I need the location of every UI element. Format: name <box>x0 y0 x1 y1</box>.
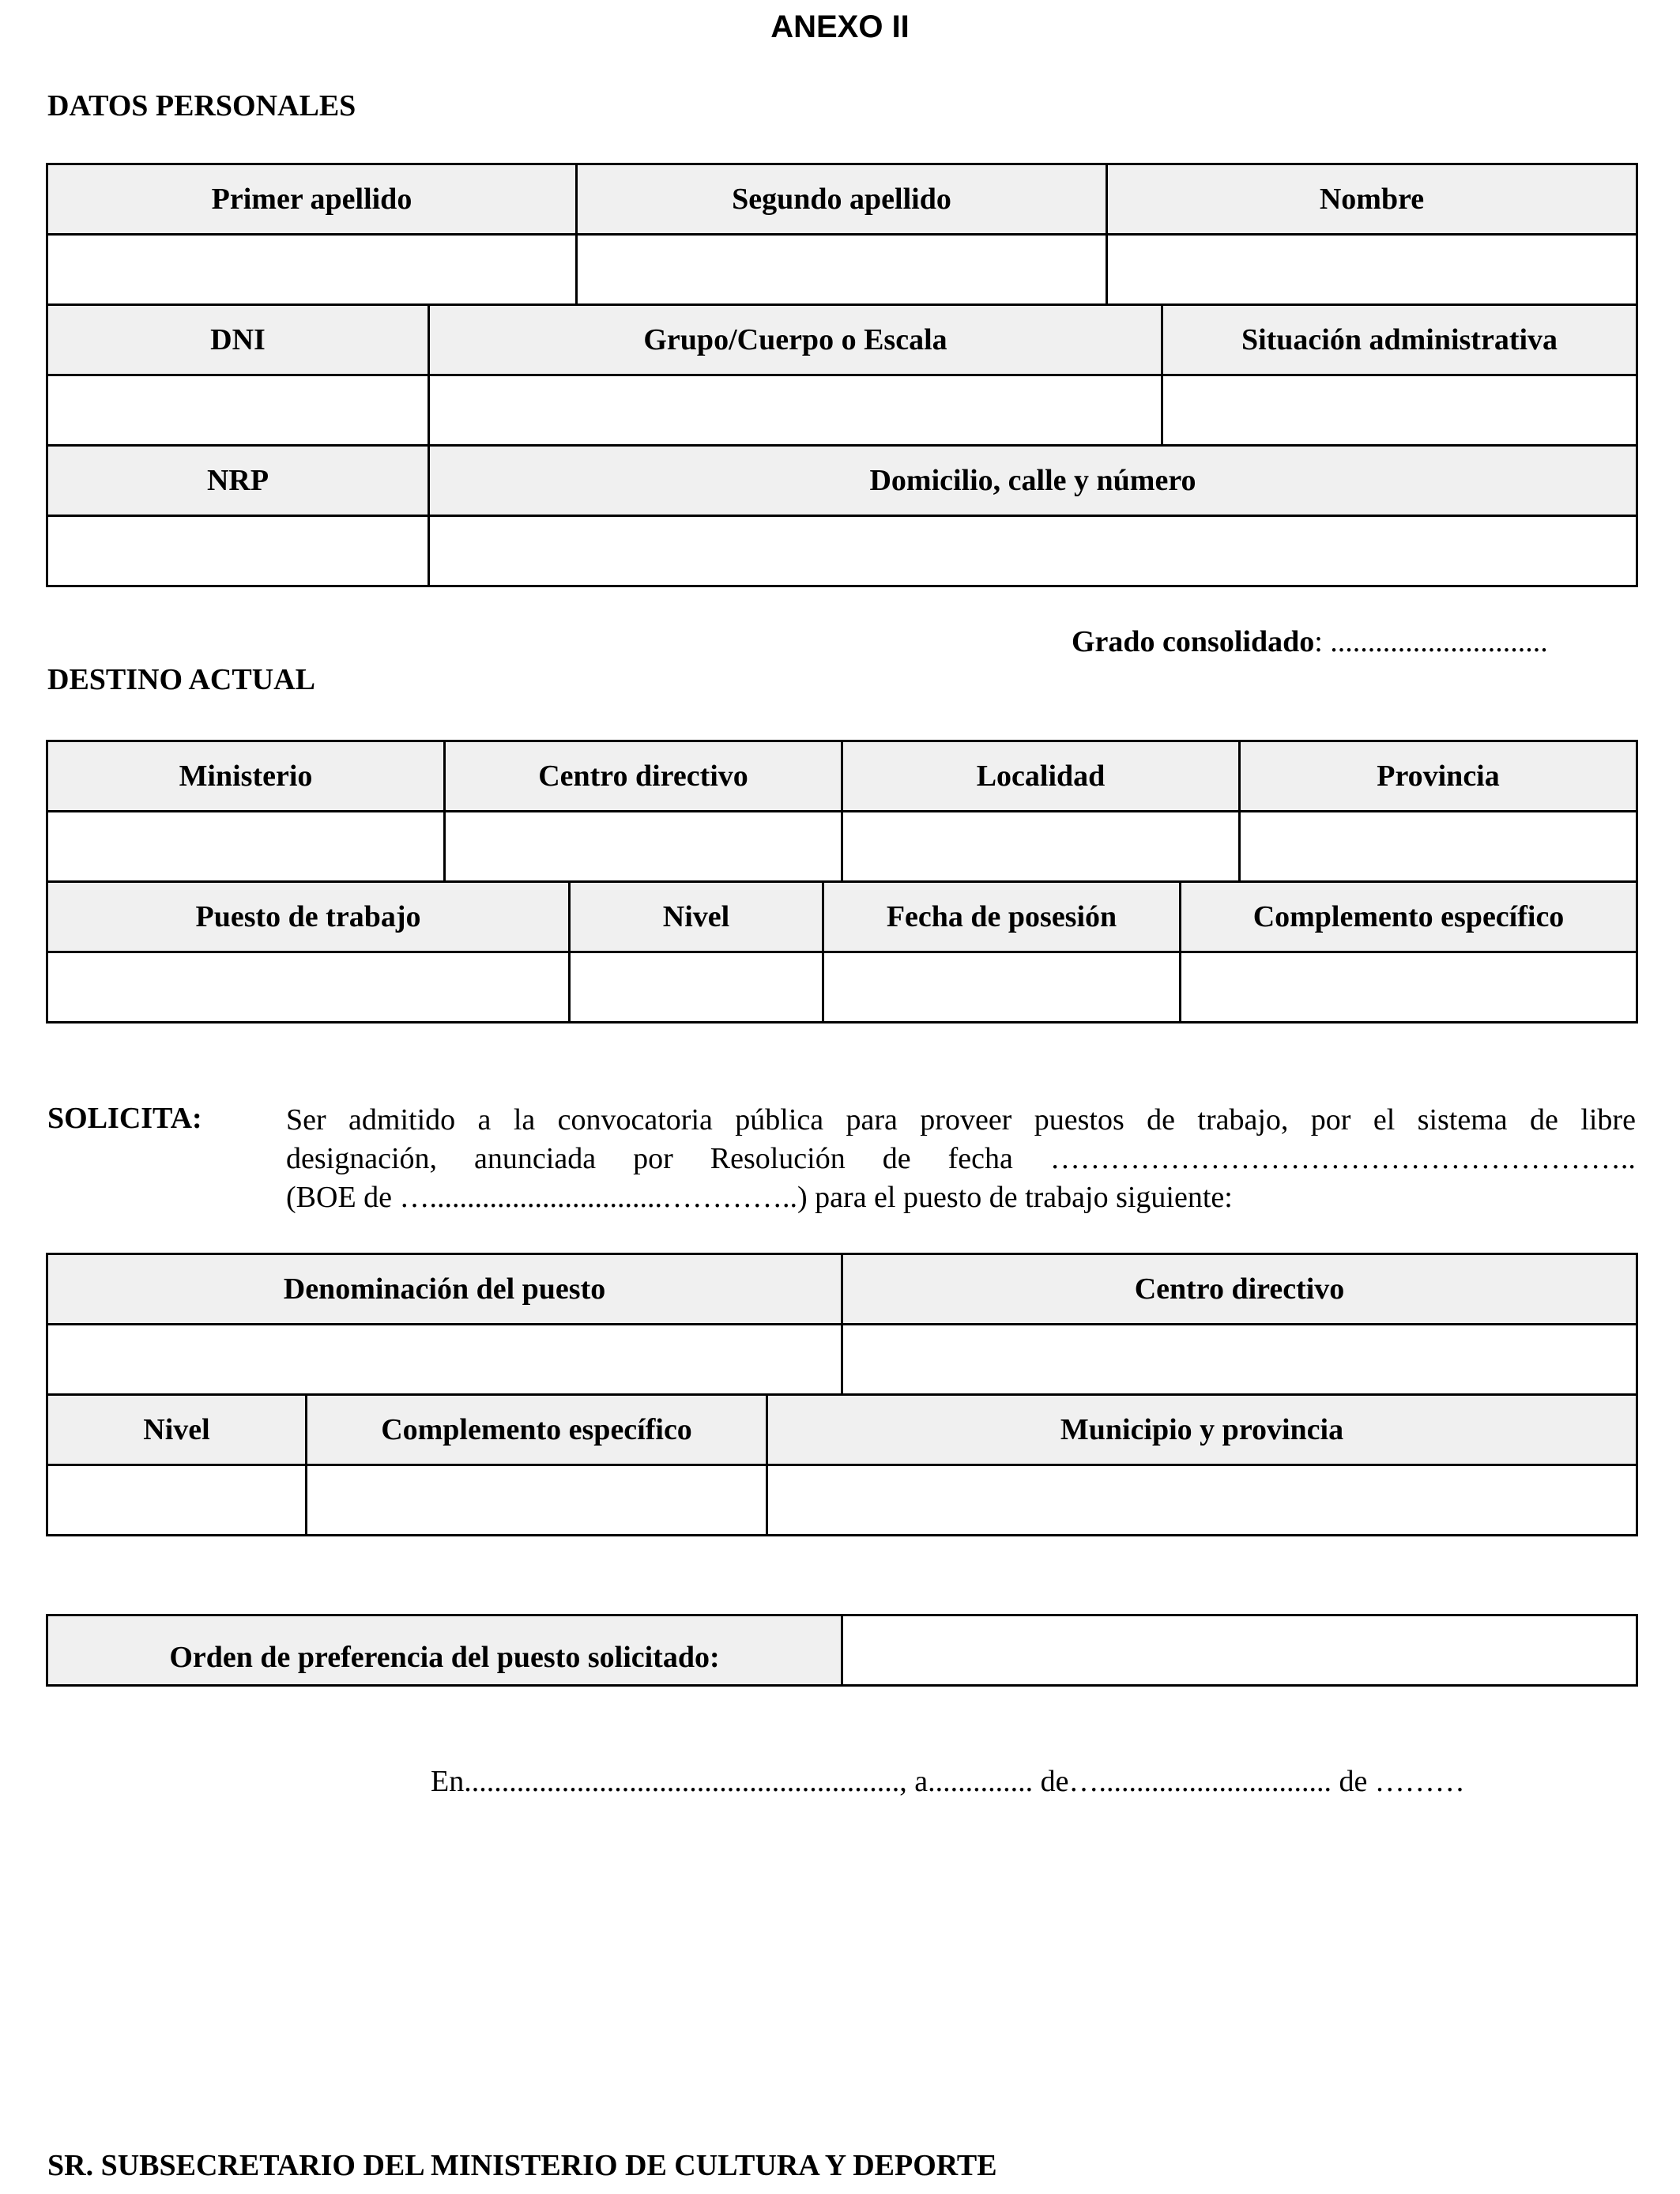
orden-preferencia-table <box>46 1614 1638 1687</box>
header-nombre: Nombre <box>1107 164 1637 235</box>
grado-consolidado-line <box>1072 624 1548 659</box>
puesto-solicitado-table-b <box>46 1393 1638 1536</box>
header-puesto-de-trabajo: Puesto de trabajo <box>47 882 570 952</box>
solicita-word: por <box>1310 1103 1351 1137</box>
field-grupo-cuerpo-escala[interactable] <box>429 375 1162 446</box>
solicita-word: designación, <box>286 1142 438 1175</box>
header-municipio-y-provincia: Municipio y provincia <box>767 1395 1637 1465</box>
field-orden-de-preferencia[interactable] <box>842 1615 1637 1686</box>
solicita-word: pública <box>735 1103 824 1137</box>
field-situacion-administrativa[interactable] <box>1162 375 1637 446</box>
header-denominacion-del-puesto: Denominación del puesto <box>47 1254 842 1325</box>
field-centro-directivo-solicitado[interactable] <box>842 1325 1637 1395</box>
destino-actual-table-a <box>46 740 1638 883</box>
solicita-word: trabajo, <box>1197 1103 1289 1137</box>
recipient-footer: SR. SUBSECRETARIO DEL MINISTERIO DE CULTURA Y DEPORTE <box>47 2149 997 2182</box>
header-centro-directivo-solicitado: Centro directivo <box>842 1254 1637 1325</box>
solicita-word: Resolución <box>710 1142 846 1175</box>
header-ministerio: Ministerio <box>47 741 445 812</box>
datos-personales-table-b <box>46 303 1638 447</box>
solicita-word: de <box>882 1142 911 1175</box>
solicita-line-1 <box>286 1101 1636 1140</box>
solicita-word: convocatoria <box>557 1103 713 1137</box>
solicita-word: admitido <box>348 1103 456 1137</box>
field-provincia[interactable] <box>1240 812 1637 882</box>
solicita-word: anunciada <box>474 1142 597 1175</box>
puesto-solicitado-table-a <box>46 1253 1638 1396</box>
field-ministerio[interactable] <box>47 812 445 882</box>
grado-consolidado-value[interactable]: : ............................. <box>1314 625 1548 658</box>
field-fecha-de-posesion[interactable] <box>823 952 1181 1023</box>
header-provincia: Provincia <box>1240 741 1637 812</box>
destino-actual-table-b <box>46 880 1638 1023</box>
datos-personales-table-a <box>46 163 1638 306</box>
field-localidad[interactable] <box>842 812 1240 882</box>
solicita-word: libre <box>1580 1103 1636 1137</box>
solicita-word: ………………………………………………….. <box>1049 1142 1636 1175</box>
field-primer-apellido[interactable] <box>47 235 577 305</box>
solicita-line-3: (BOE de …...............................…………..) para el puesto de trabajo siguiente: <box>286 1181 1233 1214</box>
solicita-word: de <box>1530 1103 1558 1137</box>
field-municipio-y-provincia[interactable] <box>767 1465 1637 1536</box>
header-localidad: Localidad <box>842 741 1240 812</box>
solicita-word: para <box>846 1103 898 1137</box>
solicita-word: el <box>1373 1103 1396 1137</box>
solicita-word: sistema <box>1417 1103 1508 1137</box>
section-heading-destino-actual: DESTINO ACTUAL <box>47 663 315 696</box>
header-segundo-apellido: Segundo apellido <box>577 164 1107 235</box>
solicita-word: Ser <box>286 1103 326 1137</box>
field-nrp[interactable] <box>47 516 429 586</box>
document-title: ANEXO II <box>770 9 910 44</box>
header-orden-de-preferencia: Orden de preferencia del puesto solicitado: <box>47 1615 842 1686</box>
header-complemento-especifico-solicitado: Complemento específico <box>307 1395 767 1465</box>
solicita-label: SOLICITA: <box>47 1102 202 1135</box>
field-segundo-apellido[interactable] <box>577 235 1107 305</box>
header-complemento-especifico: Complemento específico <box>1181 882 1637 952</box>
field-dni[interactable] <box>47 375 429 446</box>
field-centro-directivo[interactable] <box>445 812 842 882</box>
field-nivel-solicitado[interactable] <box>47 1465 307 1536</box>
field-nombre[interactable] <box>1107 235 1637 305</box>
field-puesto-de-trabajo[interactable] <box>47 952 570 1023</box>
header-nrp: NRP <box>47 446 429 516</box>
solicita-paragraph <box>286 1101 1636 1217</box>
header-situacion-administrativa: Situación administrativa <box>1162 305 1637 375</box>
field-complemento-especifico[interactable] <box>1181 952 1637 1023</box>
solicita-word: por <box>633 1142 673 1175</box>
solicita-word: la <box>513 1103 536 1137</box>
header-fecha-de-posesion: Fecha de posesión <box>823 882 1181 952</box>
solicita-line-2 <box>286 1140 1636 1178</box>
field-nivel[interactable] <box>570 952 823 1023</box>
header-nivel: Nivel <box>570 882 823 952</box>
grado-consolidado-label: Grado consolidado <box>1072 625 1315 658</box>
header-centro-directivo: Centro directivo <box>445 741 842 812</box>
field-denominacion-del-puesto[interactable] <box>47 1325 842 1395</box>
field-complemento-especifico-solicitado[interactable] <box>307 1465 767 1536</box>
field-domicilio[interactable] <box>429 516 1637 586</box>
section-heading-datos-personales: DATOS PERSONALES <box>47 89 356 123</box>
solicita-word: a <box>477 1103 492 1137</box>
solicita-word: de <box>1147 1103 1175 1137</box>
solicita-word: fecha <box>947 1142 1013 1175</box>
header-primer-apellido: Primer apellido <box>47 164 577 235</box>
solicita-word: proveer <box>920 1103 1012 1137</box>
lugar-fecha-line[interactable]: En.........................................................., a.............. de…............................... de ……… <box>431 1765 1465 1798</box>
header-domicilio: Domicilio, calle y número <box>429 446 1637 516</box>
solicita-word: puestos <box>1034 1103 1124 1137</box>
header-grupo-cuerpo-escala: Grupo/Cuerpo o Escala <box>429 305 1162 375</box>
header-nivel-solicitado: Nivel <box>47 1395 307 1465</box>
header-dni: DNI <box>47 305 429 375</box>
datos-personales-table-c <box>46 444 1638 587</box>
